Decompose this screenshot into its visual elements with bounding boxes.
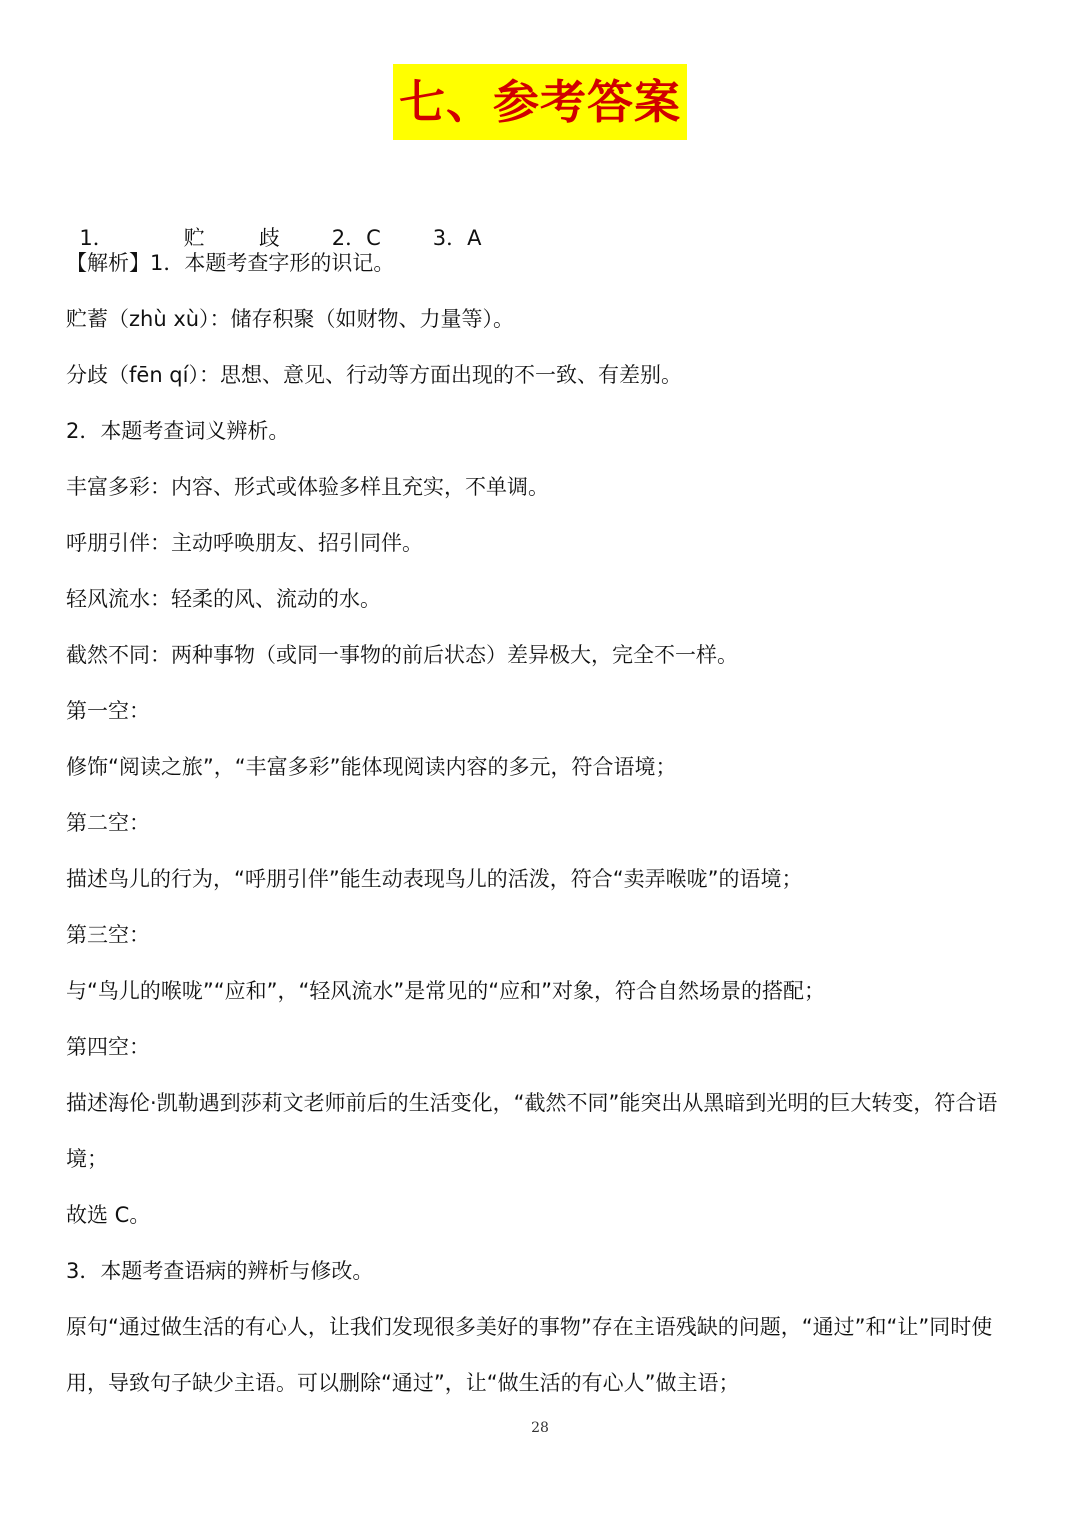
paragraph: 丰富多彩：内容、形式或体验多样且充实，不单调。 [66, 475, 549, 499]
paragraph: 描述海伦·凯勒遇到莎莉文老师前后的生活变化，“截然不同”能突出从黑暗到光明的巨大转变，符合语境； [66, 1091, 998, 1171]
answer-1-char-a: 贮 [183, 226, 205, 250]
analysis-content [66, 235, 1016, 1411]
title-container [0, 64, 1080, 140]
paragraph: 第四空： [66, 1035, 150, 1059]
paragraph: 修饰“阅读之旅”，“丰富多彩”能体现阅读内容的多元，符合语境； [66, 755, 677, 779]
paragraph: 第一空： [66, 699, 150, 723]
paragraph: 【解析】1．本题考查字形的识记。 [66, 251, 395, 275]
section-title: 七、参考答案 [393, 64, 687, 140]
paragraph: 分歧（fēn qí）：思想、意见、行动等方面出现的不一致、有差别。 [66, 363, 682, 387]
paragraph: 轻风流水：轻柔的风、流动的水。 [66, 587, 381, 611]
paragraph: 与“鸟儿的喉咙”“应和”，“轻风流水”是常见的“应和”对象，符合自然场景的搭配； [66, 979, 826, 1003]
paragraph: 第二空： [66, 811, 150, 835]
paragraph: 描述鸟儿的行为，“呼朋引伴”能生动表现鸟儿的活泼，符合“卖弄喉咙”的语境； [66, 867, 803, 891]
paragraph: 呼朋引伴：主动呼唤朋友、招引同伴。 [66, 531, 423, 555]
paragraph: 第三空： [66, 923, 150, 947]
paragraph: 3．本题考查语病的辨析与修改。 [66, 1259, 374, 1283]
answer-1-number: 1． [79, 226, 114, 250]
paragraph: 原句“通过做生活的有心人，让我们发现很多美好的事物”存在主语残缺的问题，“通过”和“让”同时使用，导致句子缺少主语。可以删除“通过”，让“做生活的有心人”做主语； [66, 1315, 993, 1395]
paragraph: 故选 C。 [66, 1203, 151, 1227]
answer-3: 3．A [432, 226, 482, 250]
answer-1-char-b: 歧 [258, 226, 280, 250]
answer-2: 2．C [331, 226, 381, 250]
page-number: 28 [531, 1420, 549, 1436]
paragraph: 2．本题考查词义辨析。 [66, 419, 290, 443]
paragraph: 截然不同：两种事物（或同一事物的前后状态）差异极大，完全不一样。 [66, 643, 738, 667]
paragraph: 贮蓄（zhù xù）：储存积聚（如财物、力量等）。 [66, 307, 515, 331]
